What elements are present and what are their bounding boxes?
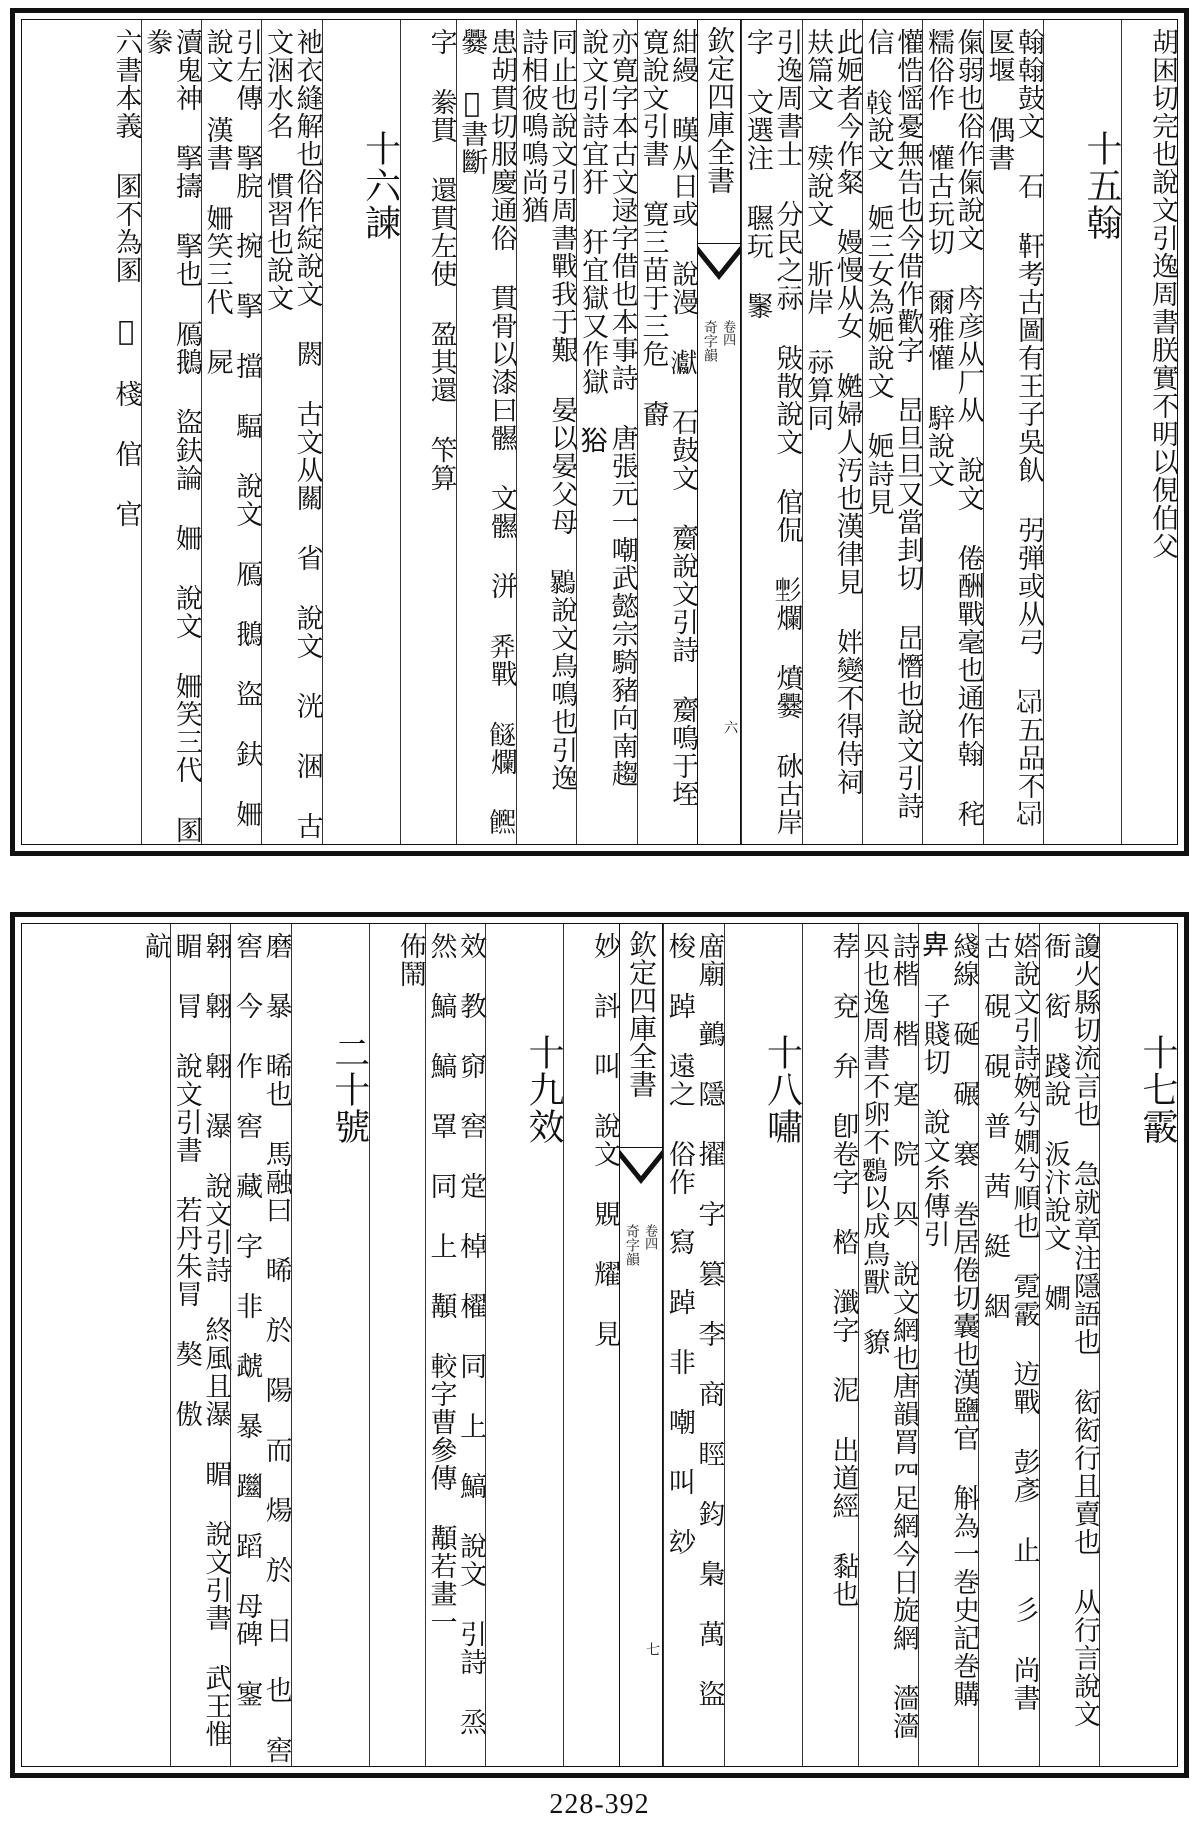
text-column: 詩楷 楷 寔 院 㒷 說文網也唐韻罥𦉪足網今日旋網 濇濇 㒷也逸周書不卵不𪄷以成鳥獸 䝤 xyxy=(858,924,918,1766)
text-column: 瀆鬼神 掔擣 掔也 鴈鵝 盜鈇論 姍 說文 姍笑三代 圂 豢 xyxy=(141,20,201,844)
text-column: 㜓說文引詩婉兮嫺兮順也 霓霰 䢍戰 彭彥 止 彡 尚書 古 硯 硯 普 茜 綎 絪 xyxy=(978,924,1038,1766)
text-column: 翰翰鼓文 石 靬考古圖有王子吳飤 弜弾或从弓 𢘖五品不𢘖 匽堰 偶書 xyxy=(983,20,1043,844)
text-column: 效 教 窌 窖 䟫 棹 櫂 同 上 鰝 說文 引詩 烝 然 鰝 鰝 罩 同 上 顜 較字曹參傳 顜若畫一 xyxy=(425,924,485,1766)
text-column: 胡困切完也說文引逸周書朕實不明以俔伯父 xyxy=(1121,20,1177,844)
rhyme-heading: 二十號 xyxy=(291,924,369,1766)
text-column: 翱 翺 翺 瀑 說文引詩 終風且瀑 睸 說文引書 武王惟睸 冐 說文引書 若丹朱冐 獒 傲 xyxy=(170,924,230,1766)
rhyme-heading: 十五翰 xyxy=(1043,20,1121,844)
text-column: 紺縵 暵从日或 說漫 𤅊 石鼓文 䶒說文引詩 䶒鳴于垤 寛說文引書 寛三苗于三危 𣝣 xyxy=(637,20,697,844)
leaf-number: 六 xyxy=(722,720,739,734)
library-title: 欽定四庫全書 xyxy=(620,924,662,1148)
bottom-page-frame xyxy=(21,923,1178,1767)
text-column: 妙 䚵 叫 說文 覞 耀 見 xyxy=(563,924,619,1766)
top-page xyxy=(10,8,1189,856)
text-column: 佈鬧 xyxy=(369,924,425,1766)
text-column: 庿廟 䴀 隱 擢 字 篡 李 商 䀴 鈞 梟 萬 盜 梭 踔 遠之 俗作 寫 踔 非 嘲 叫 玅 xyxy=(663,924,723,1766)
volume-label: 卷四 xyxy=(642,1224,658,1250)
center-spine xyxy=(619,924,663,1766)
rhyme-heading: 十九效 xyxy=(485,924,563,1766)
fish-tail-mark-icon xyxy=(698,246,740,280)
text-column: 引逸周書士 分民之祘 㪒散說文 倌侃 𢒡爛 燌爨 砅古岸字 文選注 䏉玩 䵖 xyxy=(741,20,801,844)
page-number: 228-392 xyxy=(549,1789,650,1820)
rhyme-heading: 十六諫 xyxy=(322,20,400,844)
text-column: 患胡貫切服慶通俗 貫骨以漆曰䯥 文䯥 洴 𢍏戰 𩞈爛 𩟄爨 𥥮書斷 xyxy=(456,20,516,844)
text-column: 引左傳 掔脘 捥 掔 擋 䮠 說文 鴈 鵝 盜 鈇 姍 說文 漢書 姍笑三代 屍 xyxy=(201,20,261,844)
volume-label: 卷四 xyxy=(720,320,736,346)
book-title: 奇字韻 xyxy=(623,1224,640,1266)
text-column: 字 絭貫 還貫左使 盈其還 笇算 xyxy=(400,20,456,844)
library-title: 欽定四庫全書 xyxy=(698,20,740,244)
text-column: 同止也說文引周書戰我于艱 晏以晏父母 𪇰說文鳥鳴也引逸 詩相彼鳴鳴尚猶 xyxy=(516,20,576,844)
text-column: 荐 兗 弁 卽卷字 㮞 瀸字 泥 出道經 黏也 xyxy=(802,924,858,1766)
text-column: 衪衣縫解也俗作綻說文 閼 古文从關 省 說文 洸 涃 古文涃水名 慣習也說文 xyxy=(261,20,321,844)
fish-tail-mark-icon xyxy=(620,1150,662,1184)
text-column: 綫線 硟 碾 褰 巻居倦切囊也漢鹽官 斛為一巻史記巻購 𢍁 子賤切 說文糸傳引 xyxy=(918,924,978,1766)
book-title: 奇字韻 xyxy=(701,320,718,362)
text-column: 懽悎愮憂無告也今借作歡字 旵旦旦又當刲切 旵憯也說文引詩信 𢧢說文 㛂三女為㛂說文 㛂詩見 xyxy=(862,20,922,844)
top-page-frame xyxy=(21,19,1178,845)
text-column: 讂火縣切流言也 急就章注隱語也 衒衒行且賣也 从行言說文 衙 衒 踐說 汳汴說文 嫺 xyxy=(1039,924,1099,1766)
rhyme-heading: 十七霰 xyxy=(1099,924,1177,1766)
text-column: 髚 xyxy=(140,932,171,960)
rhyme-heading: 十八嘯 xyxy=(724,924,802,1766)
center-spine xyxy=(697,20,741,844)
bottom-page xyxy=(10,912,1189,1778)
text-column: 此㛂者今作粲 嫚慢从女 嬎婦人汚也漢律見 姅變不得侍祠 㚘篇文 㱩說文 斨岸 祘算同 xyxy=(802,20,862,844)
text-column: 磨 暴 晞也 馬融曰 晞 於 陽 而 煬 於 日 也 窖 窖 今 作 窖 藏 字 非 虣 暴 躖 蹈 母碑 䥌 xyxy=(230,924,290,1766)
bottom-columns xyxy=(22,924,1177,1766)
leaf-number: 七 xyxy=(644,1642,661,1656)
text-column: 亦寛字本古文逯字借也本事詩 唐張元一嘲武懿宗騎豬向南趨 說文引詩宜犴 犴宜獄又作獄 𤞞 xyxy=(576,20,636,844)
text-column: 㑶弱也俗作㑶說文 庈彦从厂从 說文 倦酬戰毫也通作翰 秺糯俗作 懽古玩切 爾雅懽 騂說文 xyxy=(922,20,982,844)
top-columns xyxy=(22,20,1177,844)
text-column: 六書本義 圂不為圂 𠆳 棧 倌 官 xyxy=(110,28,142,528)
